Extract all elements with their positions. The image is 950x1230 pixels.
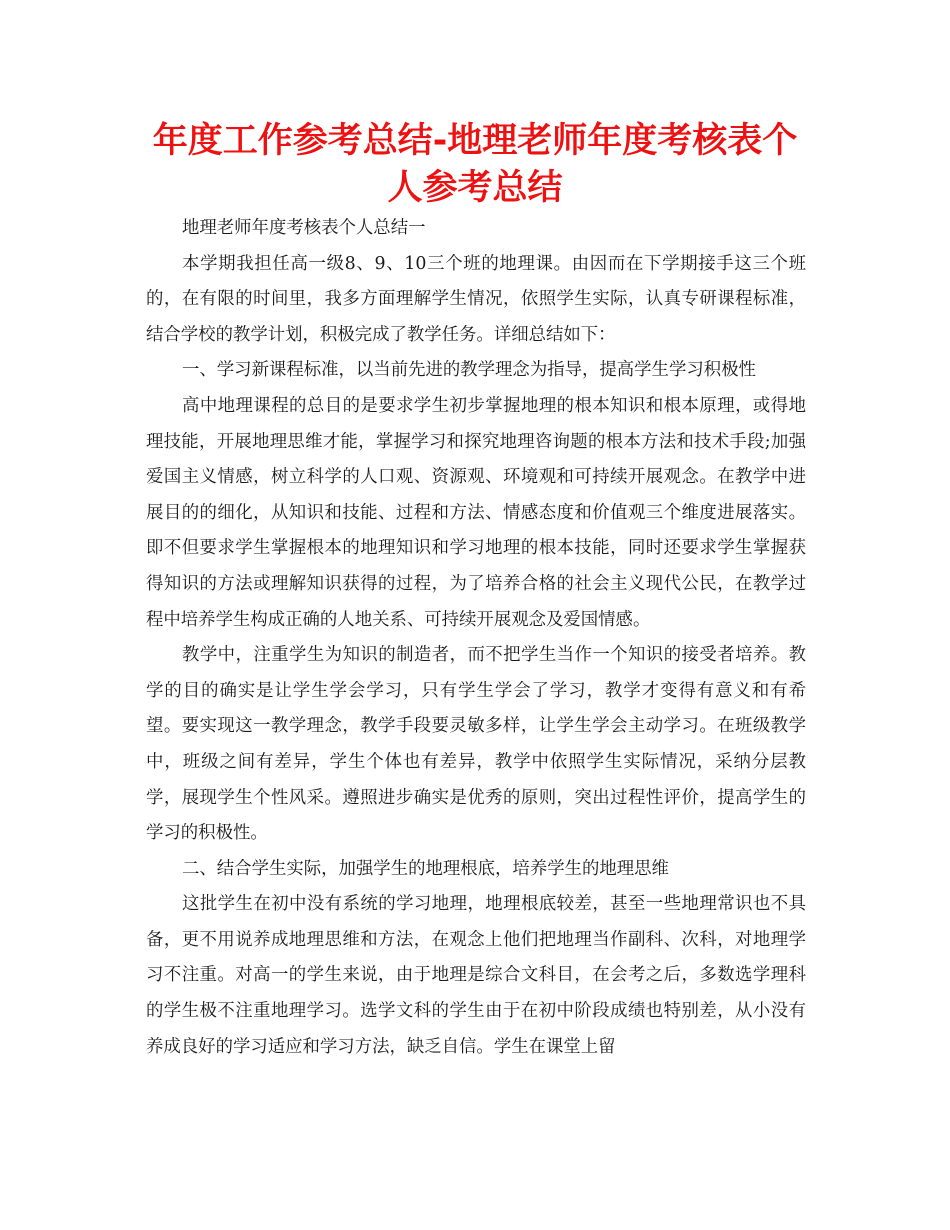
- section-heading: 地理老师年度考核表个人总结一: [182, 218, 426, 238]
- paragraph: 本学期我担任高一级8、9、10三个班的地理课。由因而在下学期接手这三个班的，在有限的时间里，我多方面理解学生情况，依照学生实际，认真专研课程标准，结合学校的教学计划，积极完成了教学任务。详细总结如下：: [146, 253, 806, 345]
- document-title: 年度工作参考总结-地理老师年度考核表个人参考总结: [152, 121, 798, 208]
- paragraph: 这批学生在初中没有系统的学习地理，地理根底较差，甚至一些地理常识也不具备，更不用说养成地理思维和方法，在观念上他们把地理当作副科、次科，对地理学习不注重。对高一的学生来说，由于地理是综合文科目，在会考之后，多数选学理科的学生极不注重地理学习。选学文科的学生由于在初中阶段成绩也特别差，从小没有养成良好的学习适应和学习方法，缺乏自信。学生在课堂上留: [146, 894, 806, 1057]
- paragraph: 教学中，注重学生为知识的制造者，而不把学生当作一个知识的接受者培养。教学的目的确实是让学生学会学习，只有学生学会了学习，教学才变得有意义和有希望。要实现这一教学理念，教学手段要灵敏多样，让学生学会主动学习。在班级教学中，班级之间有差异，学生个体也有差异，教学中依照学生实际情况，采纳分层教学，展现学生个性风采。遵照进步确实是优秀的原则，突出过程性评价，提高学生的学习的积极性。: [146, 645, 806, 844]
- section-heading: 二、结合学生实际，加强学生的地理根底，培养学生的地理思维: [182, 858, 669, 879]
- section-heading: 一、学习新课程标准，以当前先进的教学理念为指导，提高学生学习积极性: [182, 360, 756, 381]
- document-body: [146, 211, 806, 1065]
- paragraph: 高中地理课程的总目的是要求学生初步掌握地理的根本知识和根本原理，或得地理技能，开展地理思维才能，掌握学习和探究地理咨询题的根本方法和技术手段;加强爱国主义情感，树立科学的人口观、资源观、环境观和可持续开展观念。在教学中进展目的的细化，从知识和技能、过程和方法、情感态度和价值观三个维度进展落实。即不但要求学生掌握根本的地理知识和学习地理的根本技能，同时还要求学生掌握获得知识的方法或理解知识获得的过程，为了培养合格的社会主义现代公民，在教学过程中培养学生构成正确的人地关系、可持续开展观念及爱国情感。: [146, 395, 806, 630]
